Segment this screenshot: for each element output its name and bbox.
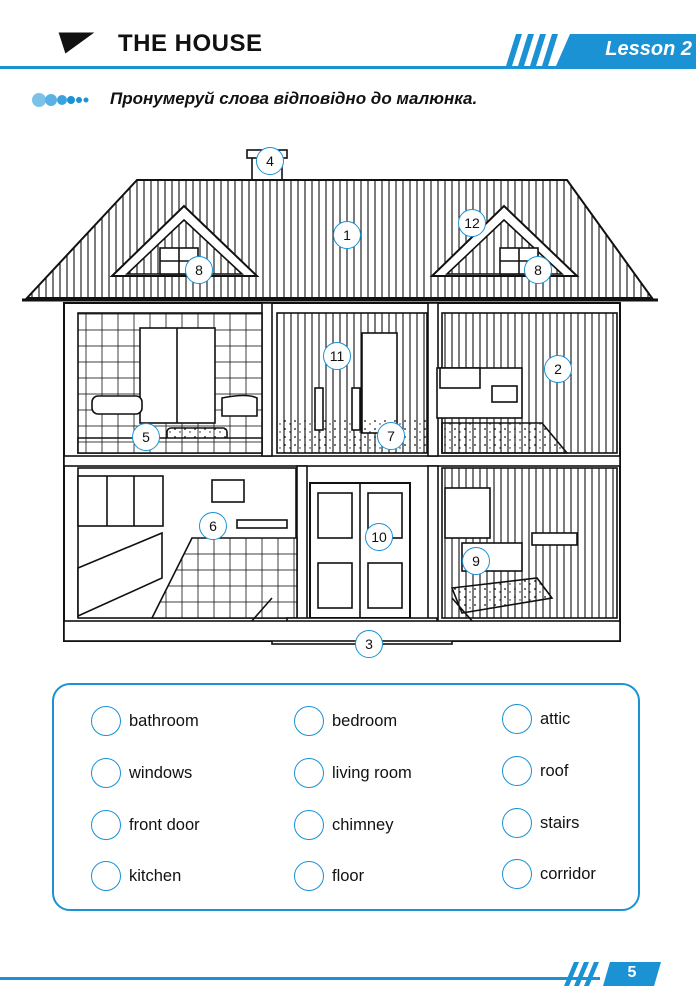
house-marker-living-room: 9 [462,547,490,575]
house-marker-window-right: 8 [524,256,552,284]
word-item-floor [294,858,364,894]
lesson-label: Lesson 2 [605,38,692,60]
word-label: bathroom [129,711,199,730]
word-label: attic [540,709,571,728]
dots-bullet-icon [32,92,92,108]
house-marker-kitchen: 6 [199,512,227,540]
page-number: 5 [627,964,637,981]
word-label: roof [540,761,569,780]
house-marker-roof: 1 [333,221,361,249]
house-marker-bathroom: 5 [132,423,160,451]
footer-rule [0,977,600,980]
house-marker-floor: 7 [377,422,405,450]
word-item-kitchen [91,858,181,894]
word-label: kitchen [129,866,182,885]
word-item-corridor [502,856,596,892]
answer-circle[interactable] [502,808,532,838]
house-marker-stairs: 3 [355,630,383,658]
stripes-decoration [498,34,558,66]
page-header [0,0,696,80]
answer-circle[interactable] [502,704,532,734]
answer-circle[interactable] [91,861,121,891]
answer-circle[interactable] [502,859,532,889]
stripes-decoration [560,962,604,986]
house-marker-window-left: 8 [185,256,213,284]
word-label: chimney [332,815,394,834]
answer-circle[interactable] [294,706,324,736]
word-label: floor [332,866,365,885]
answer-circle[interactable] [502,756,532,786]
answer-circle[interactable] [91,706,121,736]
word-item-attic [502,701,570,737]
word-item-bathroom [91,703,199,739]
word-label: living room [332,763,412,782]
house-marker-front-door: 10 [365,523,393,551]
word-item-roof [502,753,568,789]
word-box [52,683,640,911]
word-item-front-door [91,807,200,843]
word-item-living-room [294,755,412,791]
header-rule [0,66,696,69]
word-item-bedroom [294,703,397,739]
house-drawing [22,138,674,663]
word-label: corridor [540,864,596,883]
word-item-windows [91,755,192,791]
answer-circle[interactable] [294,861,324,891]
house-marker-corridor: 11 [323,342,351,370]
answer-circle[interactable] [294,810,324,840]
word-item-stairs [502,805,579,841]
house-illustration [22,138,674,663]
word-label: stairs [540,813,580,832]
word-label: bedroom [332,711,398,730]
answer-circle[interactable] [294,758,324,788]
instruction-text: Пронумеруй слова відповідно до малюнка. [110,89,478,108]
word-label: windows [129,763,193,782]
page-title: THE HOUSE [118,30,263,57]
triangle-bullet-icon [59,22,98,53]
answer-circle[interactable] [91,758,121,788]
answer-circle[interactable] [91,810,121,840]
word-item-chimney [294,807,393,843]
house-marker-bedroom: 2 [544,355,572,383]
word-label: front door [129,815,200,834]
house-marker-chimney: 4 [256,147,284,175]
house-marker-attic: 12 [458,209,486,237]
